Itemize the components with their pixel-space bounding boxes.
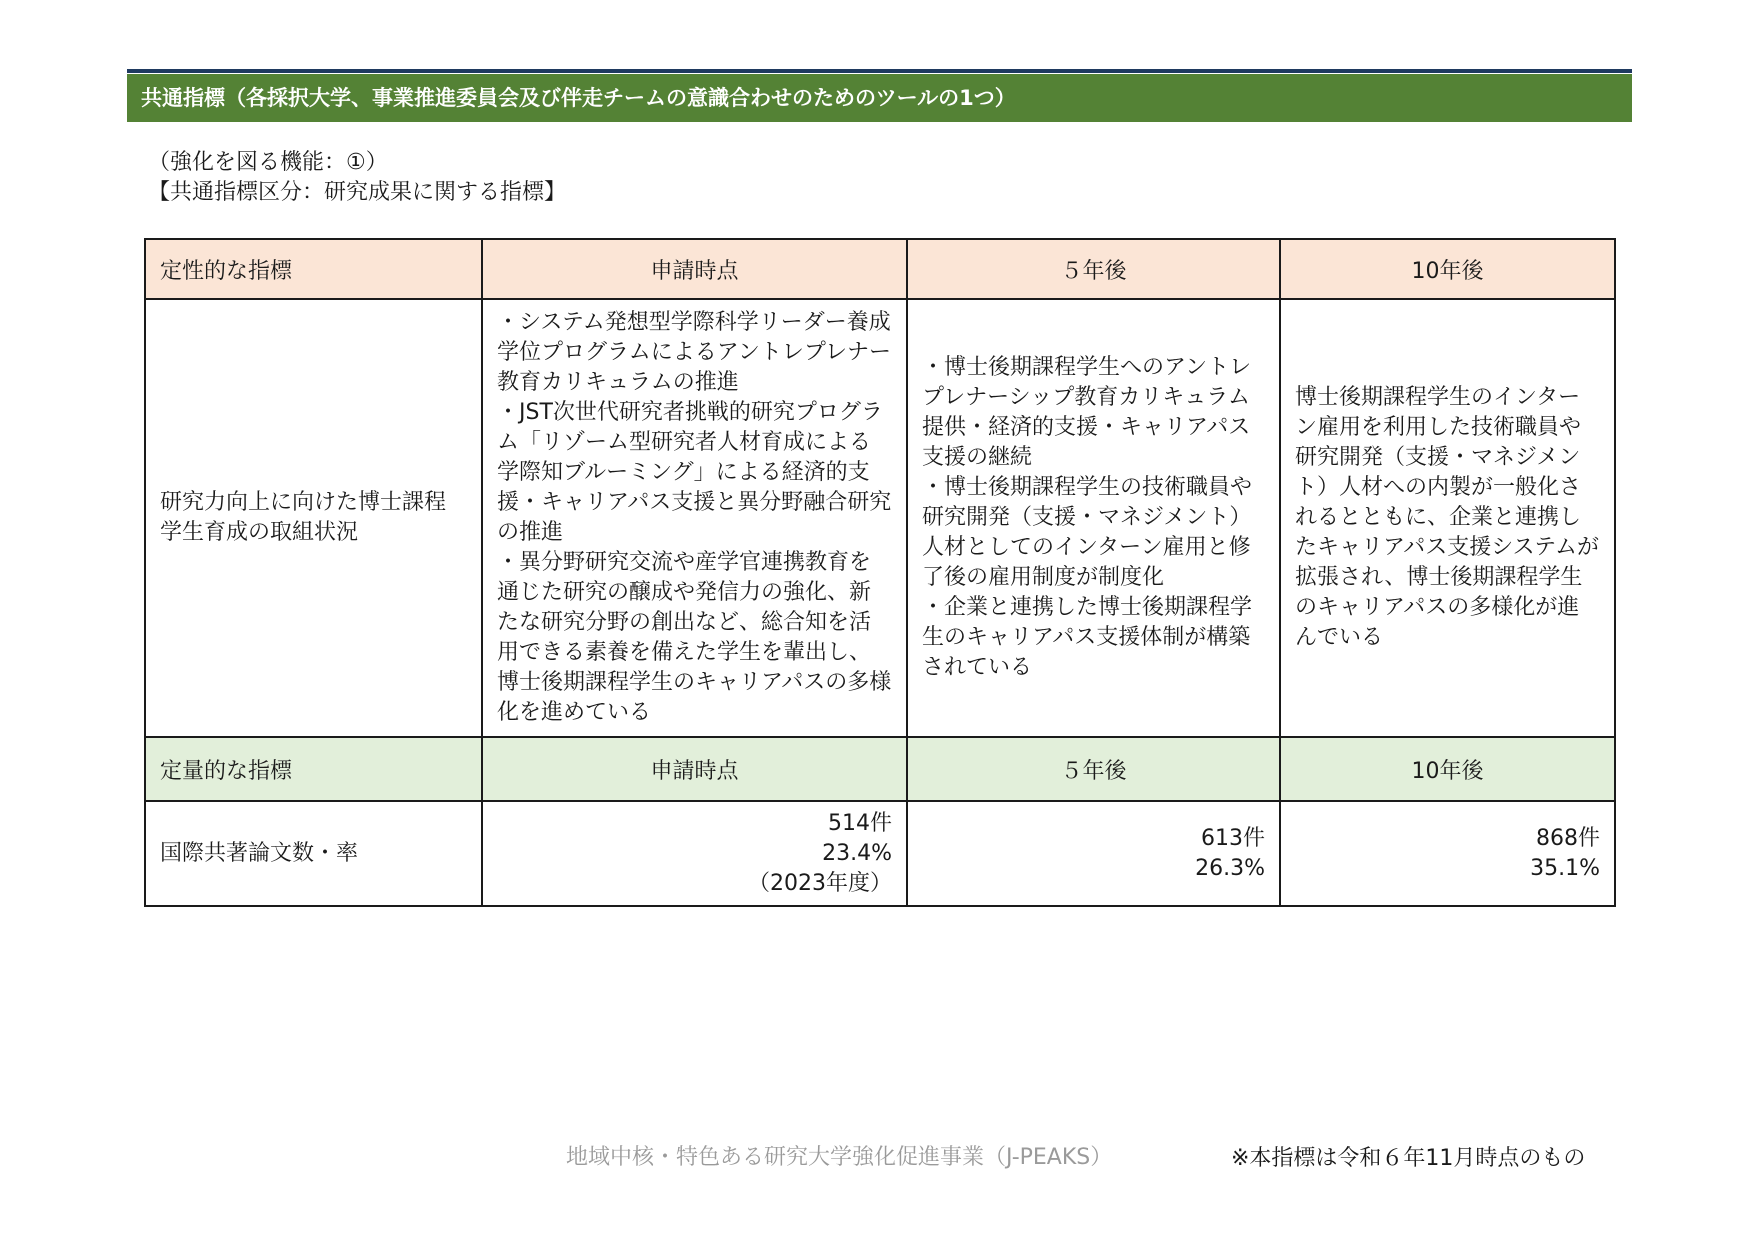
quantitative-indicator-name: 国際共著論文数・率 — [145, 801, 482, 906]
section-title-bar — [127, 74, 1632, 122]
quant-five-years-value: 613件 26.3% — [907, 801, 1280, 906]
quant-ten-years-value: 868件 35.1% — [1280, 801, 1615, 906]
quant-five-years-header: ５年後 — [907, 737, 1280, 801]
subtitle-block — [148, 148, 566, 208]
qualitative-indicator-header: 定性的な指標 — [145, 239, 482, 299]
footer-note: ※本指標は令和６年11月時点のもの — [1231, 1146, 1586, 1171]
qualitative-ten-years-cell: 博士後期課程学生のインターン雇用を利用した技術職員や研究開発（支援・マネジメント）人材への内製が一般化されるとともに、企業と連携したキャリアパス支援システムが拡張され、博士後期課程学生のキャリアパスの多様化が進んでいる — [1280, 299, 1615, 737]
function-label: （強化を図る機能：①） — [148, 150, 388, 175]
qualitative-five-years-cell: ・博士後期課程学生へのアントレプレナーシップ教育カリキュラム提供・経済的支援・キャリアパス支援の継続 ・博士後期課程学生の技術職員や研究開発（支援・マネジメント）人材としてのインターン雇用と修了後の雇用制度が制度化 ・企業と連携した博士後期課程学生のキャリアパス支援体制が構築されている — [907, 299, 1280, 737]
qualitative-indicator-name: 研究力向上に向けた博士課程学生育成の取組状況 — [145, 299, 482, 737]
footer-source: 地域中核・特色ある研究大学強化促進事業（J-PEAKS） — [566, 1145, 1113, 1170]
indicator-table — [144, 238, 1616, 907]
category-label: 【共通指標区分：研究成果に関する指標】 — [148, 180, 567, 205]
qualitative-application-cell: ・システム発想型学際科学リーダー養成学位プログラムによるアントレプレナー教育カリキュラムの推進 ・JST次世代研究者挑戦的研究プログラム「リゾーム型研究者人材育成による学際知ブルーミング」による経済的支援・キャリアパス支援と異分野融合研究の推進 ・異分野研究交流や産学官連携教育を通じた研究の醸成や発信力の強化、新たな研究分野の創出など、総合知を活用できる素養を備えた学生を輩出し、博士後期課程学生のキャリアパスの多様化を進めている — [482, 299, 907, 737]
five-years-header: ５年後 — [907, 239, 1280, 299]
ten-years-header: 10年後 — [1280, 239, 1615, 299]
quantitative-header-row — [145, 737, 1615, 801]
qualitative-header-row — [145, 239, 1615, 299]
quantitative-row — [145, 801, 1615, 906]
header-top-rule — [127, 69, 1632, 73]
quant-application-value: 514件 23.4% （2023年度） — [482, 801, 907, 906]
application-time-header: 申請時点 — [482, 239, 907, 299]
quant-ten-years-header: 10年後 — [1280, 737, 1615, 801]
section-title: 共通指標（各採択大学、事業推進委員会及び伴走チームの意識合わせのためのツールの1つ） — [141, 86, 1016, 110]
quant-application-time-header: 申請時点 — [482, 737, 907, 801]
quantitative-indicator-header: 定量的な指標 — [145, 737, 482, 801]
qualitative-row — [145, 299, 1615, 737]
